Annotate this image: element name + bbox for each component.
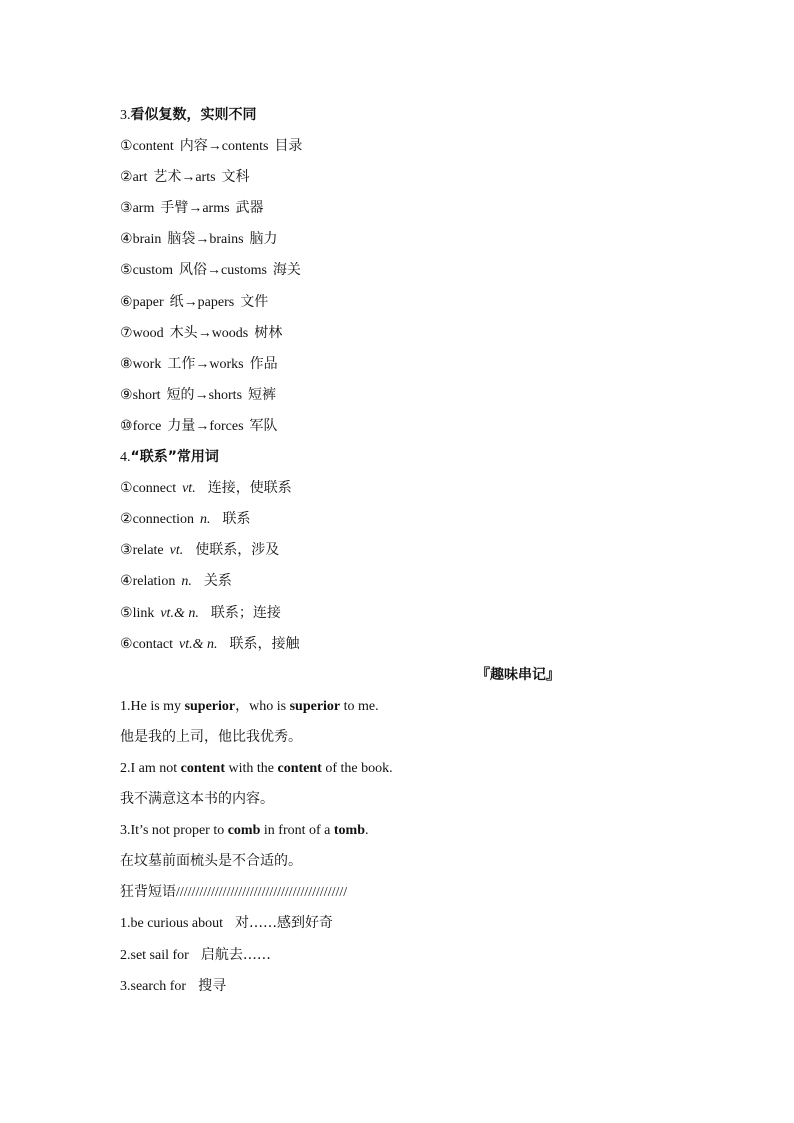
item-plural: contents <box>221 139 269 155</box>
fun-title: 『趣味串记』 <box>476 666 560 683</box>
phrase-item <box>120 908 680 939</box>
item-word: connect <box>132 481 177 497</box>
item-word: paper <box>132 294 164 310</box>
item-word: connection <box>132 512 194 528</box>
phrases-heading: 狂背短语//////////////////////////////////////////// <box>120 884 348 901</box>
phrase-item <box>120 971 680 1002</box>
vocab-item <box>120 473 680 504</box>
vocab-item <box>120 598 680 629</box>
item-mark: ② <box>120 170 133 186</box>
item-mark: ⑤ <box>120 605 133 621</box>
phrase-zh: 搜寻 <box>198 977 227 994</box>
item-plural-meaning: 树林 <box>254 324 283 341</box>
fun-sentence-3-zh: 在坟墓前面梳头是不合适的。 <box>120 853 302 870</box>
item-plural-meaning: 脑力 <box>249 231 278 248</box>
phrase-en: 2.set sail for <box>120 947 189 963</box>
arrow: → <box>195 418 210 434</box>
item-plural: works <box>209 356 244 372</box>
item-plural-meaning: 武器 <box>235 200 264 217</box>
item-mark: ⑤ <box>120 263 133 279</box>
item-mark: ③ <box>120 201 133 217</box>
plural-item <box>120 162 680 193</box>
item-word: relation <box>132 574 176 590</box>
part-of-speech: vt. <box>169 543 184 559</box>
plural-item <box>120 255 680 286</box>
item-mark: ⑥ <box>120 294 133 310</box>
item-plural: customs <box>221 263 267 279</box>
item-mark: ⑧ <box>120 356 133 372</box>
plural-item <box>120 287 680 318</box>
item-meaning: 脑袋 <box>167 231 196 248</box>
item-meaning: 关系 <box>203 573 232 590</box>
fun-sentence-1-zh: 他是我的上司，他比我优秀。 <box>120 728 302 745</box>
item-mark: ④ <box>120 232 133 248</box>
item-mark: ① <box>120 481 133 497</box>
item-plural-meaning: 海关 <box>272 262 301 279</box>
phrase-en: 1.be curious about <box>120 916 224 932</box>
section3-heading: 3.看似复数，实则不同 <box>120 107 257 123</box>
item-meaning: 木头 <box>169 324 198 341</box>
section4-heading: 4.“联系”常用词 <box>120 449 219 466</box>
arrow: → <box>207 263 222 279</box>
item-meaning: 手臂 <box>160 200 189 217</box>
item-mark: ① <box>120 139 133 155</box>
part-of-speech: vt.& n. <box>178 636 218 652</box>
item-word: link <box>132 605 155 621</box>
item-mark: ⑨ <box>120 387 133 403</box>
part-of-speech: n. <box>199 512 211 528</box>
item-plural-meaning: 作品 <box>249 355 278 372</box>
item-mark: ⑩ <box>120 418 133 434</box>
section3-list <box>120 131 680 442</box>
item-word: force <box>132 418 162 434</box>
item-meaning: 风俗 <box>179 262 208 279</box>
arrow: → <box>195 356 210 372</box>
item-plural: shorts <box>208 387 243 403</box>
part-of-speech: n. <box>181 574 192 590</box>
item-mark: ④ <box>120 574 133 590</box>
item-word: contact <box>132 636 173 652</box>
vocab-item <box>120 504 680 535</box>
vocab-item <box>120 566 680 597</box>
item-meaning: 联系，接触 <box>229 635 300 652</box>
phrase-en: 3.search for <box>120 978 187 994</box>
item-plural: brains <box>209 232 244 248</box>
item-word: relate <box>132 543 164 559</box>
item-meaning: 力量 <box>167 417 196 434</box>
fun-sentence-2-en: 2.I am not content with the content of the book. <box>120 760 393 776</box>
item-meaning: 连接，使联系 <box>207 480 292 497</box>
item-meaning: 短的 <box>166 386 195 403</box>
phrase-zh: 启航去…… <box>200 946 271 963</box>
item-plural: woods <box>211 325 249 341</box>
plural-item <box>120 349 680 380</box>
fun-sentence-1-en: 1.He is my superior，who is superior to me. <box>120 698 379 714</box>
plural-item <box>120 193 680 224</box>
fun-sentence-2-zh: 我不满意这本书的内容。 <box>120 791 274 808</box>
item-word: wood <box>132 325 164 341</box>
item-mark: ⑥ <box>120 636 133 652</box>
item-meaning: 联系；连接 <box>210 604 281 621</box>
item-meaning: 纸 <box>169 293 184 310</box>
arrow: → <box>181 170 196 186</box>
plural-item <box>120 380 680 411</box>
item-plural: arts <box>195 170 216 186</box>
item-word: art <box>132 170 148 186</box>
section4-list <box>120 473 680 660</box>
item-word: custom <box>132 263 174 279</box>
item-meaning: 工作 <box>167 355 196 372</box>
plural-item <box>120 318 680 349</box>
document-page <box>120 100 680 1002</box>
fun-sentence-3-en: 3.It’s not proper to comb in front of a tomb. <box>120 823 369 839</box>
part-of-speech: vt.& n. <box>160 605 199 621</box>
item-plural: papers <box>197 294 235 310</box>
item-mark: ⑦ <box>120 325 133 341</box>
item-mark: ③ <box>120 543 133 559</box>
item-word: brain <box>132 232 162 248</box>
arrow: → <box>183 294 198 310</box>
item-meaning: 艺术 <box>153 169 182 186</box>
arrow: → <box>194 387 209 403</box>
arrow: → <box>195 232 210 248</box>
item-mark: ② <box>120 512 133 528</box>
arrow: → <box>207 139 222 155</box>
item-plural: forces <box>209 418 244 434</box>
vocab-item <box>120 535 680 566</box>
item-word: content <box>132 139 174 155</box>
arrow: → <box>197 325 212 341</box>
item-plural-meaning: 文科 <box>221 169 250 186</box>
phrase-zh: 对……感到好奇 <box>235 915 334 932</box>
item-plural-meaning: 文件 <box>240 293 269 310</box>
phrase-item <box>120 940 680 971</box>
plural-item <box>120 131 680 162</box>
item-meaning: 内容 <box>179 138 208 155</box>
item-plural-meaning: 目录 <box>274 138 303 155</box>
plural-item <box>120 411 680 442</box>
vocab-item <box>120 629 680 660</box>
arrow: → <box>188 201 203 217</box>
item-plural: arms <box>202 201 230 217</box>
item-word: arm <box>132 201 155 217</box>
part-of-speech: vt. <box>182 481 196 497</box>
plural-item <box>120 224 680 255</box>
item-plural-meaning: 短裤 <box>248 386 277 403</box>
item-word: work <box>132 356 162 372</box>
item-plural-meaning: 军队 <box>249 417 278 434</box>
item-meaning: 联系 <box>222 511 251 528</box>
phrases-list <box>120 908 680 1001</box>
item-meaning: 使联系，涉及 <box>195 542 280 559</box>
item-word: short <box>132 387 161 403</box>
